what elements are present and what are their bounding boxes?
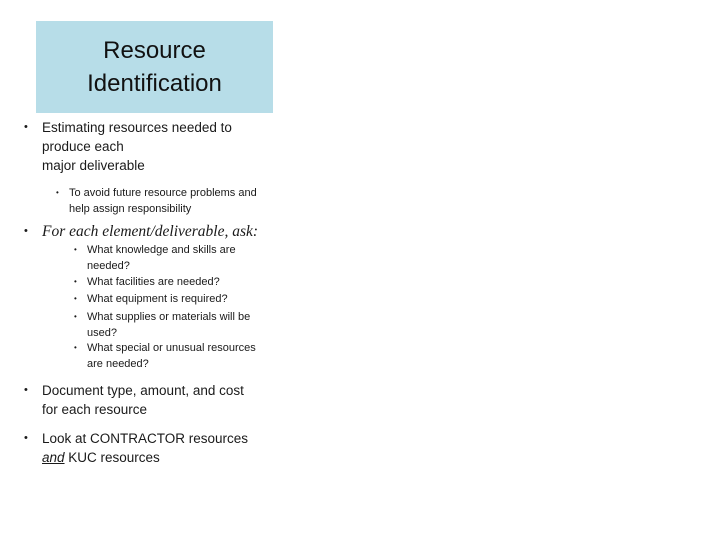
subbullet-text-line: What knowledge and skills are [87,244,236,256]
slide-title-box [36,21,273,113]
bullet-dot: • [24,384,28,396]
bullet-text-line: major deliverable [42,158,145,173]
bullet-text-line: Look at CONTRACTOR resources [42,431,249,446]
bullet-text-line: produce each [42,139,124,154]
subbullet-text-line: What facilities are needed? [87,276,220,288]
bullet-dot: • [74,312,77,321]
bullet-dot: • [24,432,28,444]
bullet-for-each-element [24,222,259,241]
bullet-estimating [24,118,232,175]
subbullet-knowledge [74,242,236,274]
subbullet-text-line: used? [87,327,117,339]
bullet-text-line: Estimating resources needed to [42,120,232,135]
subbullet-text-line: What equipment is required? [87,293,228,305]
bullet-dot: • [74,343,77,352]
bullet-text-line: for each resource [42,402,148,417]
subbullet-text-line: What special or unusual resources [87,342,256,354]
bullet-text-line: Document type, amount, and cost [42,383,244,398]
bullet-text-rest: KUC resources [64,450,160,465]
bullet-text-line [42,448,248,467]
underlined-and: and [42,450,65,465]
subbullet-text-line: needed? [87,260,130,272]
slide-title-line1: Resource [103,37,206,64]
subbullet-facilities [74,274,220,290]
bullet-dot: • [74,245,77,254]
bullet-document-type [24,381,244,419]
bullet-dot: • [56,188,59,197]
subbullet-text-line: are needed? [87,358,149,370]
slide-title-line2: Identification [87,70,222,97]
subbullet-text-line: help assign responsibility [69,203,192,215]
subbullet-equipment [74,291,228,307]
subbullet-special-resources [74,340,256,372]
subbullet-text-line: To avoid future resource problems and [69,187,257,199]
bullet-dot: • [24,225,28,237]
bullet-dot: • [74,294,77,303]
bullet-dot: • [74,277,77,286]
bullet-contractor-resources [24,429,249,467]
bullet-text-line: For each element/deliverable, ask: [42,223,259,240]
subbullet-supplies [74,309,251,341]
bullet-dot: • [24,121,28,133]
subbullet-avoid-problems [56,185,257,217]
subbullet-text-line: What supplies or materials will be [87,311,251,323]
